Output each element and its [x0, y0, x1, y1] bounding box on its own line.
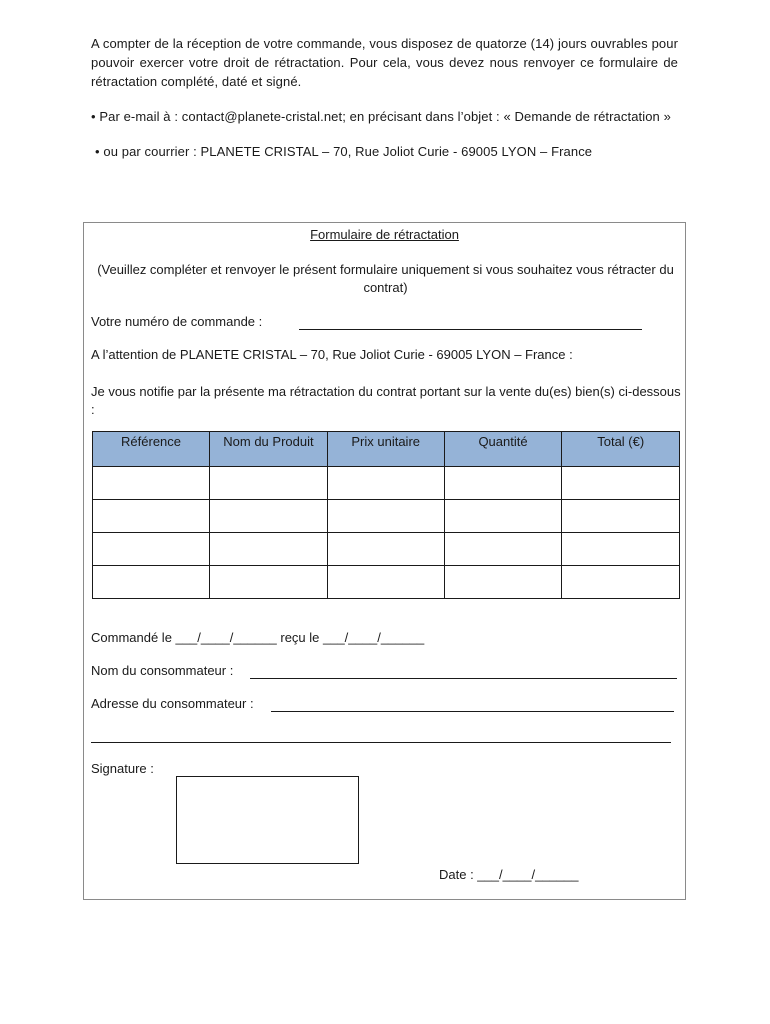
table-cell[interactable]: [327, 566, 444, 599]
header-product-name: Nom du Produit: [210, 432, 328, 467]
signature-box[interactable]: [176, 776, 359, 864]
table-cell[interactable]: [93, 500, 210, 533]
products-table: [92, 431, 680, 599]
consumer-name-field[interactable]: [250, 678, 677, 679]
table-cell[interactable]: [327, 533, 444, 566]
header-quantity: Quantité: [444, 432, 562, 467]
order-number-label: Votre numéro de commande :: [91, 314, 263, 329]
order-dates-line[interactable]: Commandé le ___/____/______ reçu le ___/____/______: [91, 630, 425, 645]
intro-paragraph: A compter de la réception de votre commande, vous disposez de quatorze (14) jours ouvrables pour pouvoir exercer votre droit de rétractation. Pour cela, vous devez nous renvoyer ce formulaire de rétractation complété, daté et signé.: [91, 36, 678, 89]
table-cell[interactable]: [327, 500, 444, 533]
table-cell[interactable]: [444, 467, 562, 500]
intro-section: [91, 34, 678, 161]
table-row: [93, 533, 680, 566]
table-cell[interactable]: [93, 467, 210, 500]
table-cell[interactable]: [562, 533, 680, 566]
consumer-address-field-2[interactable]: [91, 742, 671, 743]
table-cell[interactable]: [444, 533, 562, 566]
table-row: [93, 500, 680, 533]
table-row: [93, 566, 680, 599]
table-cell[interactable]: [562, 467, 680, 500]
table-cell[interactable]: [444, 566, 562, 599]
table-header-row: [93, 432, 680, 467]
table-cell[interactable]: [93, 566, 210, 599]
table-cell[interactable]: [327, 467, 444, 500]
table-cell[interactable]: [444, 500, 562, 533]
table-cell[interactable]: [210, 500, 328, 533]
order-number-field[interactable]: [299, 329, 642, 330]
table-cell[interactable]: [562, 566, 680, 599]
notify-text: Je vous notifie par la présente ma rétractation du contrat portant sur la vente du(es) bien(s) ci-dessous :: [91, 384, 681, 417]
table-cell[interactable]: [562, 500, 680, 533]
attention-line: A l’attention de PLANETE CRISTAL – 70, Rue Joliot Curie - 69005 LYON – France :: [91, 347, 573, 362]
retraction-form: [83, 222, 686, 900]
consumer-name-label: Nom du consommateur :: [91, 663, 234, 678]
header-reference: Référence: [93, 432, 210, 467]
form-note: (Veuillez compléter et renvoyer le présent formulaire uniquement si vous souhaitez vous rétracter du contrat): [97, 262, 674, 295]
signature-label: Signature :: [91, 761, 154, 776]
table-cell[interactable]: [210, 566, 328, 599]
email-instruction: • Par e-mail à : contact@planete-cristal.net; en précisant dans l’objet : « Demande de rétractation »: [91, 109, 671, 124]
table-cell[interactable]: [210, 467, 328, 500]
table-cell[interactable]: [210, 533, 328, 566]
header-total: Total (€): [562, 432, 680, 467]
form-title: Formulaire de rétractation: [310, 227, 459, 242]
consumer-address-label: Adresse du consommateur :: [91, 696, 254, 711]
table-cell[interactable]: [93, 533, 210, 566]
table-row: [93, 467, 680, 500]
header-unit-price: Prix unitaire: [327, 432, 444, 467]
consumer-address-field[interactable]: [271, 711, 674, 712]
date-line[interactable]: Date : ___/____/______: [439, 867, 579, 882]
mail-instruction: • ou par courrier : PLANETE CRISTAL – 70, Rue Joliot Curie - 69005 LYON – France: [95, 144, 593, 159]
